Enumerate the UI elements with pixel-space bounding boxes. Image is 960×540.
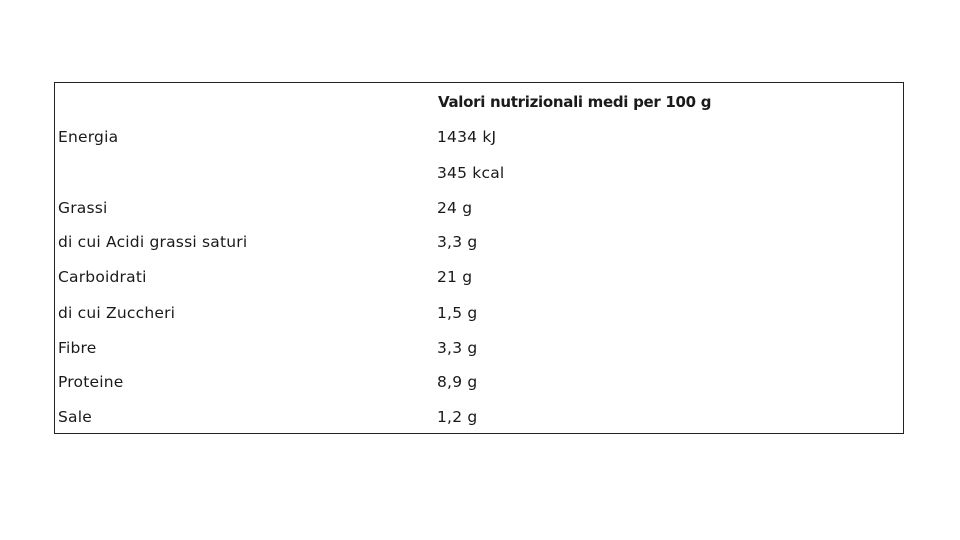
nutrient-value: 3,3 g — [437, 233, 478, 251]
table-header-row — [55, 83, 903, 123]
nutrient-name: Sale — [58, 408, 92, 426]
table-row-fibre — [55, 332, 903, 367]
nutrient-value: 21 g — [437, 268, 473, 286]
nutrient-value: 345 kcal — [437, 164, 505, 182]
nutrition-table — [54, 82, 904, 434]
nutrient-value: 3,3 g — [437, 339, 478, 357]
table-row-energia-kj — [55, 121, 903, 156]
nutrient-value: 1434 kJ — [437, 128, 497, 146]
table-row-zuccheri — [55, 297, 903, 332]
table-row-grassi — [55, 192, 903, 227]
nutrient-value: 8,9 g — [437, 373, 478, 391]
nutrient-name: Carboidrati — [58, 268, 147, 286]
nutrient-value: 1,5 g — [437, 304, 478, 322]
nutrient-name: di cui Zuccheri — [58, 304, 176, 322]
table-row-proteine — [55, 366, 903, 401]
table-row-sale — [55, 401, 903, 436]
table-row-acidi-grassi-saturi — [55, 226, 903, 261]
table-row-carboidrati — [55, 261, 903, 296]
nutrient-name: Energia — [58, 128, 119, 146]
nutrient-name: di cui Acidi grassi saturi — [58, 233, 248, 251]
nutrient-name: Grassi — [58, 199, 108, 217]
nutrient-name: Fibre — [58, 339, 97, 357]
nutrient-value: 24 g — [437, 199, 473, 217]
nutrient-name: Proteine — [58, 373, 124, 391]
table-row-energia-kcal — [55, 157, 903, 192]
nutrient-value: 1,2 g — [437, 408, 478, 426]
table-header-label: Valori nutrizionali medi per 100 g — [438, 93, 712, 111]
